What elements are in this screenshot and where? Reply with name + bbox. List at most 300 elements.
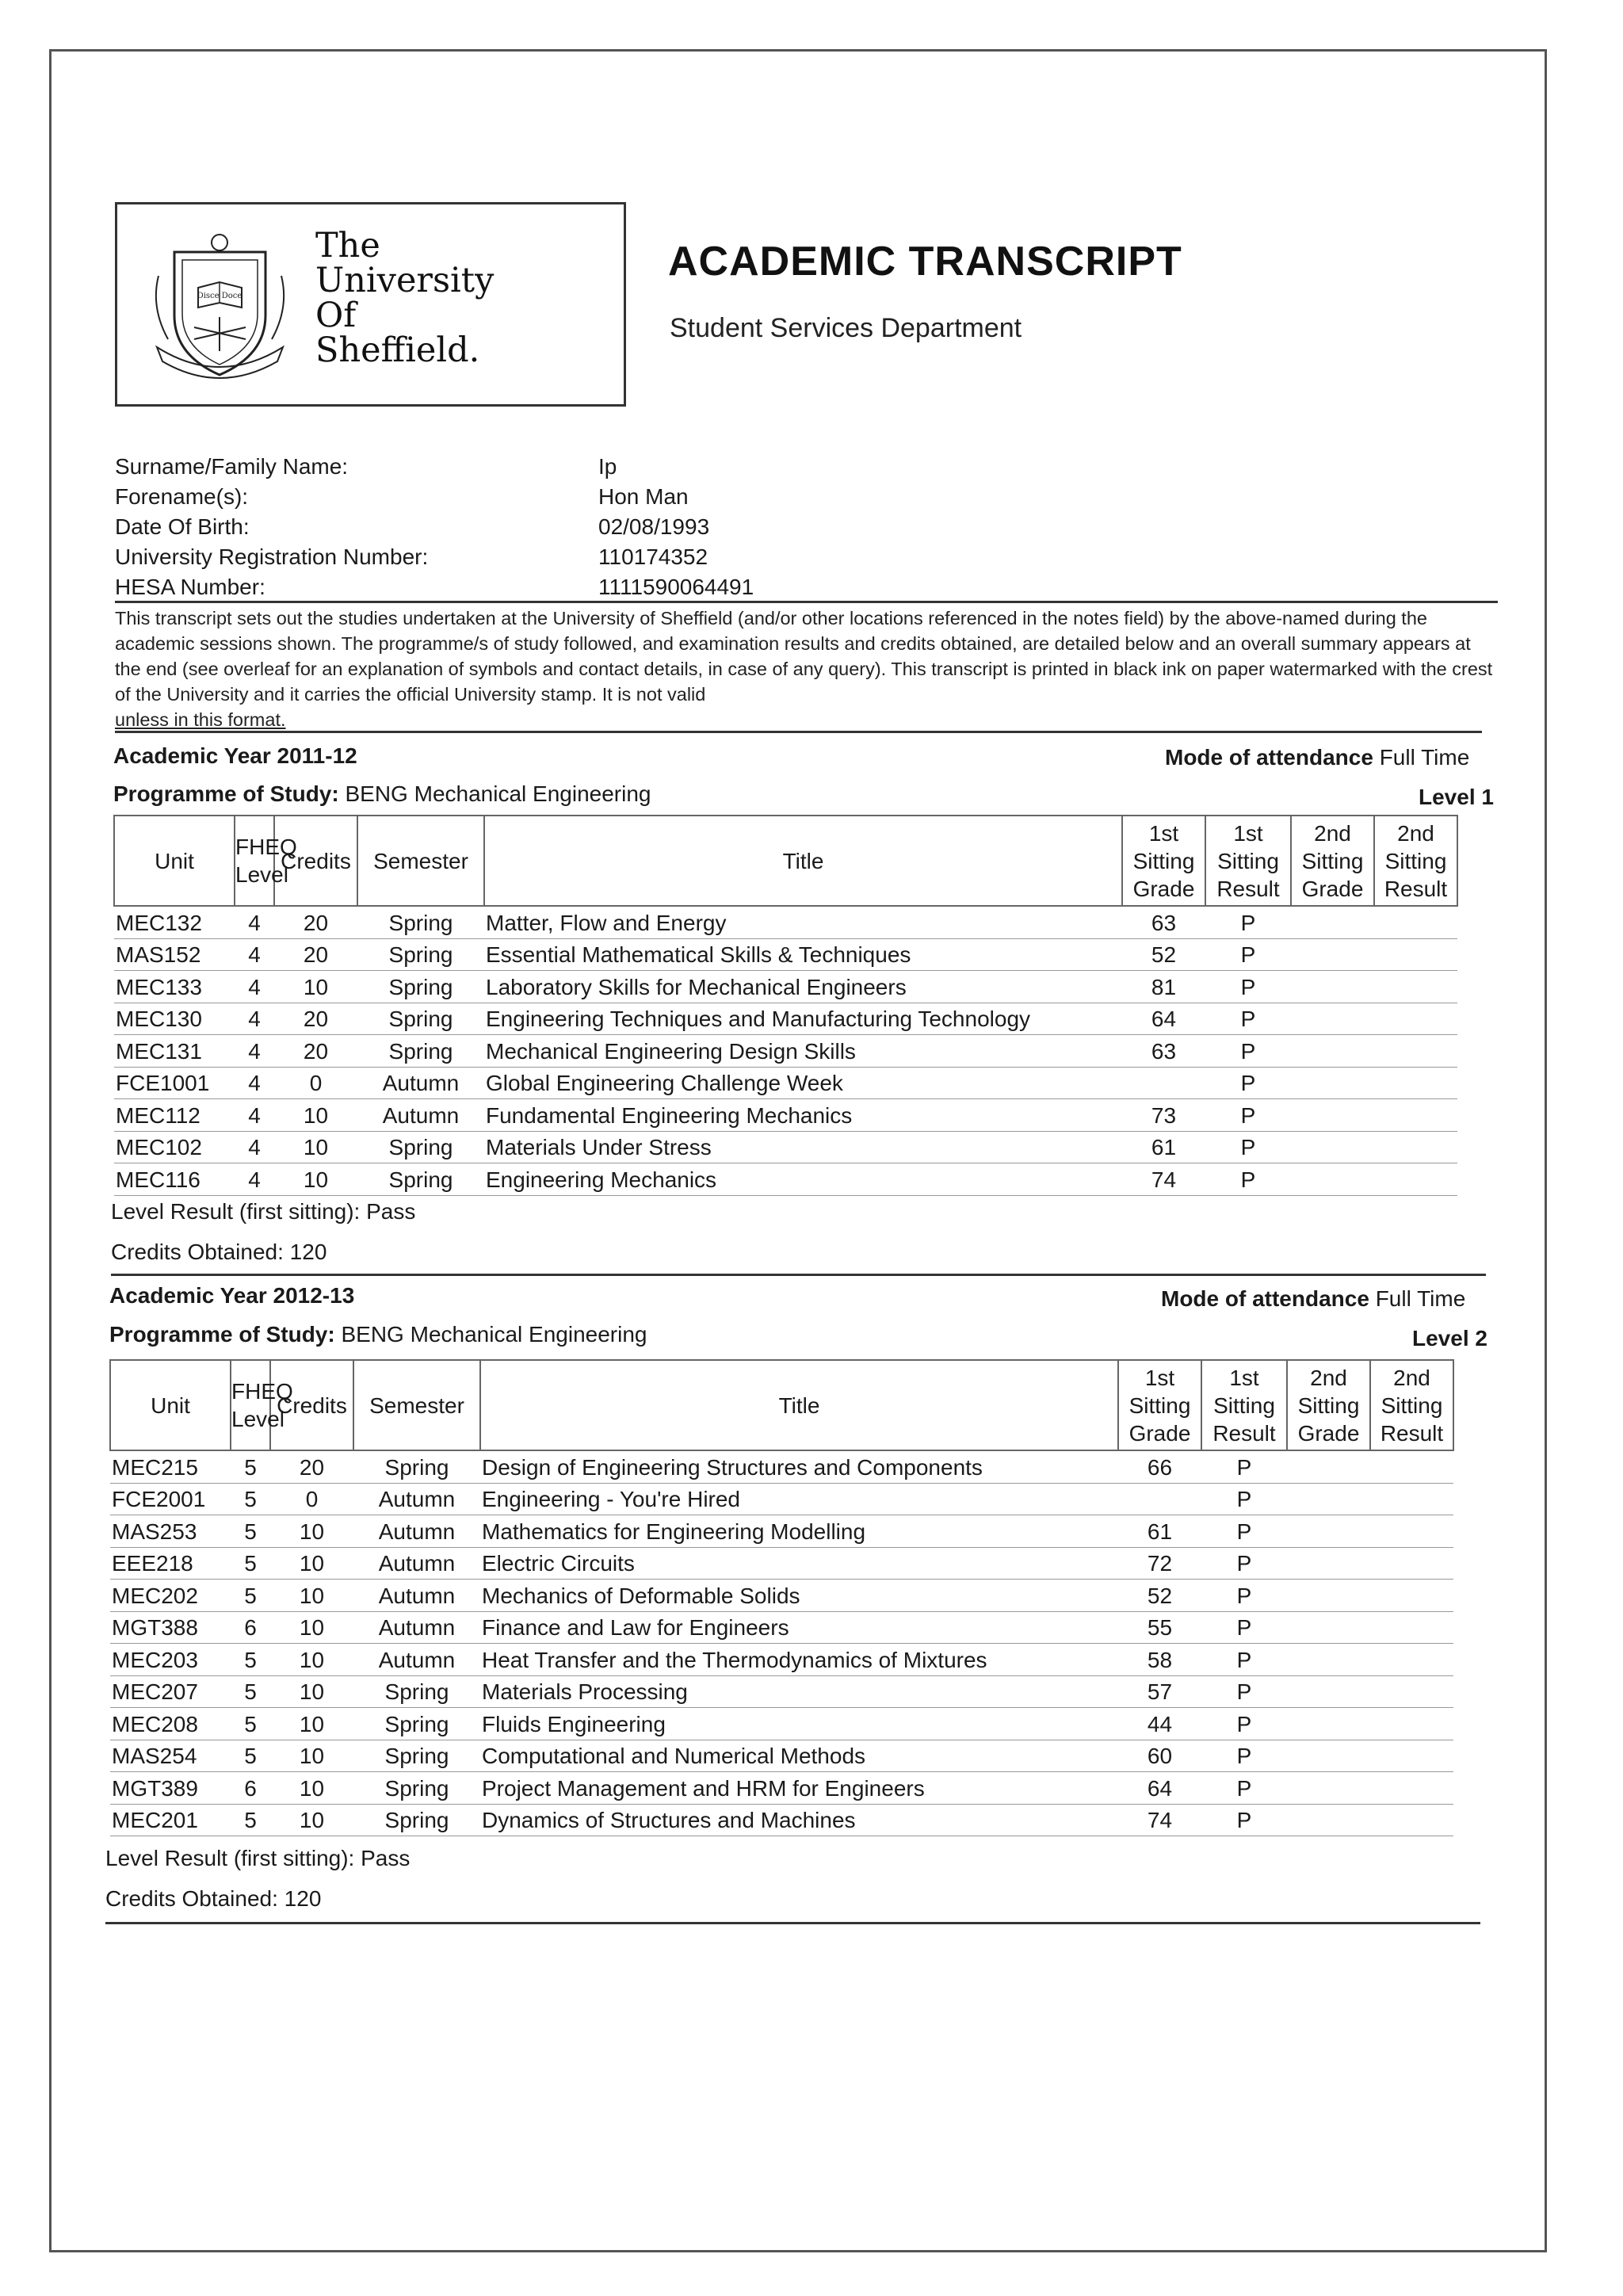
fheq-cell: 6 <box>231 1772 270 1805</box>
first-sitting-result-cell: P <box>1201 1547 1287 1580</box>
unit-cell: MGT389 <box>110 1772 231 1805</box>
first-sitting-result-cell: P <box>1205 1067 1291 1099</box>
table-row <box>110 1580 1489 1612</box>
credits-cell: 0 <box>274 1067 357 1099</box>
table-row <box>114 1035 1493 1068</box>
unit-cell: MEC131 <box>114 1035 235 1068</box>
first-sitting-grade-cell: 44 <box>1118 1708 1201 1740</box>
university-name <box>315 228 494 368</box>
row-spacer <box>1457 1099 1493 1132</box>
col-header-line: 2nd <box>1393 1365 1430 1390</box>
header-spacer <box>1453 1360 1489 1450</box>
title-cell: Global Engineering Challenge Week <box>484 1067 1122 1099</box>
first-sitting-grade-cell: 55 <box>1118 1611 1201 1644</box>
fheq-cell: 5 <box>231 1547 270 1580</box>
divider <box>111 1274 1486 1276</box>
first-sitting-result-cell: P <box>1201 1772 1287 1805</box>
second-sitting-grade-cell <box>1287 1675 1370 1708</box>
second-sitting-grade-cell <box>1291 1099 1374 1132</box>
semester-cell: Autumn <box>353 1580 480 1612</box>
first-sitting-grade-cell: 63 <box>1122 1035 1205 1068</box>
row-spacer <box>1453 1580 1489 1612</box>
mode-of-attendance <box>1165 745 1469 770</box>
col-header-line: 2nd <box>1397 820 1434 846</box>
first-sitting-grade-cell: 74 <box>1118 1804 1201 1836</box>
fheq-cell: 4 <box>235 1099 274 1132</box>
first-sitting-grade-cell: 73 <box>1122 1099 1205 1132</box>
semester-cell: Spring <box>353 1708 480 1740</box>
table-row <box>110 1611 1489 1644</box>
mode-value: Full Time <box>1375 1286 1466 1311</box>
second-sitting-grade-cell <box>1287 1547 1370 1580</box>
title-cell: Design of Engineering Structures and Components <box>480 1450 1118 1483</box>
credits-cell: 10 <box>270 1644 353 1676</box>
first-sitting-result-cell: P <box>1205 1131 1291 1163</box>
first-sitting-grade-cell: 52 <box>1122 938 1205 971</box>
credits-obtained: Credits Obtained: 120 <box>105 1886 322 1911</box>
detail-label: Date Of Birth: <box>115 514 250 539</box>
col-header-unit: Unit <box>110 1360 231 1450</box>
unit-cell: MEC215 <box>110 1450 231 1483</box>
second-sitting-result-cell <box>1370 1547 1453 1580</box>
unit-cell: MEC207 <box>110 1675 231 1708</box>
second-sitting-result-cell <box>1370 1644 1453 1676</box>
level-label: Level 1 <box>1419 785 1494 809</box>
unit-cell: MEC208 <box>110 1708 231 1740</box>
second-sitting-result-cell <box>1370 1450 1453 1483</box>
first-sitting-grade-cell: 57 <box>1118 1675 1201 1708</box>
second-sitting-result-cell <box>1370 1740 1453 1772</box>
programme-value: BENG Mechanical Engineering <box>341 1322 647 1347</box>
first-sitting-result-cell: P <box>1201 1708 1287 1740</box>
row-spacer <box>1453 1772 1489 1805</box>
table-row <box>114 938 1493 971</box>
credits-cell: 20 <box>274 906 357 938</box>
col-header-line: Grade <box>1128 1420 1191 1446</box>
unit-cell: MEC132 <box>114 906 235 938</box>
credits-cell: 10 <box>274 1131 357 1163</box>
title-cell: Engineering - You're Hired <box>480 1483 1118 1515</box>
second-sitting-result-cell <box>1374 1099 1457 1132</box>
first-sitting-result-cell: P <box>1205 906 1291 938</box>
second-sitting-grade-cell <box>1291 938 1374 971</box>
table-row <box>114 1099 1493 1132</box>
first-sitting-result-cell: P <box>1201 1450 1287 1483</box>
semester-cell: Autumn <box>357 1099 484 1132</box>
col-header-title: Title <box>484 816 1122 906</box>
programme-of-study <box>113 781 651 807</box>
second-sitting-grade-cell <box>1291 1003 1374 1035</box>
second-sitting-result-cell <box>1374 971 1457 1003</box>
university-name-line: Sheffield. <box>315 330 480 370</box>
second-sitting-result-cell <box>1370 1675 1453 1708</box>
credits-cell: 10 <box>270 1708 353 1740</box>
university-name-line: Of <box>315 296 357 335</box>
credits-cell: 10 <box>270 1675 353 1708</box>
mode-of-attendance <box>1161 1286 1465 1312</box>
first-sitting-result-cell: P <box>1205 1099 1291 1132</box>
first-sitting-result-cell: P <box>1201 1611 1287 1644</box>
table-row <box>110 1547 1489 1580</box>
table-row <box>114 1131 1493 1163</box>
col-header-line: 2nd <box>1310 1365 1347 1390</box>
second-sitting-grade-cell <box>1291 906 1374 938</box>
col-header-second-result <box>1370 1360 1453 1450</box>
col-header-fheq <box>231 1360 293 1450</box>
table-row <box>110 1772 1489 1805</box>
fheq-cell: 4 <box>235 1035 274 1068</box>
second-sitting-result-cell <box>1374 906 1457 938</box>
semester-cell: Spring <box>353 1772 480 1805</box>
fheq-cell: 5 <box>231 1740 270 1772</box>
results-table <box>113 815 1493 1196</box>
title-cell: Laboratory Skills for Mechanical Engineers <box>484 971 1122 1003</box>
semester-cell: Spring <box>357 971 484 1003</box>
title-cell: Computational and Numerical Methods <box>480 1740 1118 1772</box>
table-header-row <box>114 816 1493 906</box>
second-sitting-result-cell <box>1374 1067 1457 1099</box>
title-cell: Dynamics of Structures and Machines <box>480 1804 1118 1836</box>
divider <box>105 1922 1480 1924</box>
col-header-line: Result <box>1212 1420 1276 1446</box>
second-sitting-result-cell <box>1370 1708 1453 1740</box>
divider <box>115 601 1498 603</box>
second-sitting-grade-cell <box>1287 1515 1370 1548</box>
table-row <box>110 1483 1489 1515</box>
title-cell: Matter, Flow and Energy <box>484 906 1122 938</box>
programme-label: Programme of Study: <box>109 1322 335 1347</box>
row-spacer <box>1453 1644 1489 1676</box>
second-sitting-result-cell <box>1374 1131 1457 1163</box>
semester-cell: Spring <box>357 1131 484 1163</box>
col-header-first-grade <box>1122 816 1205 906</box>
fheq-cell: 4 <box>235 938 274 971</box>
col-header-credits: Credits <box>274 816 357 906</box>
divider <box>115 731 1482 733</box>
fheq-cell: 5 <box>231 1708 270 1740</box>
credits-cell: 10 <box>274 1099 357 1132</box>
second-sitting-grade-cell <box>1287 1611 1370 1644</box>
row-spacer <box>1453 1675 1489 1708</box>
unit-cell: MEC130 <box>114 1003 235 1035</box>
first-sitting-grade-cell: 64 <box>1122 1003 1205 1035</box>
col-header-line: Result <box>1380 1420 1444 1446</box>
table-row <box>114 1067 1493 1099</box>
table-row <box>114 906 1493 938</box>
second-sitting-result-cell <box>1370 1804 1453 1836</box>
col-header-line: Sitting <box>1301 848 1364 873</box>
col-header-line: Sitting <box>1213 1392 1275 1418</box>
row-spacer <box>1453 1740 1489 1772</box>
col-header-line: Grade <box>1132 876 1195 901</box>
first-sitting-result-cell: P <box>1205 1003 1291 1035</box>
credits-cell: 10 <box>274 971 357 1003</box>
unit-cell: MGT388 <box>110 1611 231 1644</box>
first-sitting-grade-cell: 72 <box>1118 1547 1201 1580</box>
semester-cell: Spring <box>357 1163 484 1196</box>
second-sitting-grade-cell <box>1287 1804 1370 1836</box>
semester-cell: Spring <box>357 1003 484 1035</box>
title-cell: Engineering Techniques and Manufacturing Technology <box>484 1003 1122 1035</box>
header-spacer <box>1457 816 1493 906</box>
row-spacer <box>1453 1611 1489 1644</box>
programme-value: BENG Mechanical Engineering <box>345 781 651 806</box>
credits-obtained: Credits Obtained: 120 <box>111 1240 327 1264</box>
second-sitting-result-cell <box>1370 1483 1453 1515</box>
col-header-title: Title <box>480 1360 1118 1450</box>
university-name-line: University <box>315 261 495 300</box>
programme-of-study <box>109 1322 647 1347</box>
second-sitting-result-cell <box>1370 1580 1453 1612</box>
mode-label: Mode of attendance <box>1161 1286 1369 1311</box>
semester-cell: Spring <box>357 1035 484 1068</box>
row-spacer <box>1457 1131 1493 1163</box>
col-header-line: Sitting <box>1217 848 1279 873</box>
results-body <box>114 906 1493 1195</box>
title-cell: Fluids Engineering <box>480 1708 1118 1740</box>
semester-cell: Autumn <box>353 1515 480 1548</box>
university-crest-icon <box>151 228 289 383</box>
academic-year-label: Academic Year 2011-12 <box>113 743 357 768</box>
fheq-cell: 4 <box>235 971 274 1003</box>
unit-cell: MAS254 <box>110 1740 231 1772</box>
fheq-cell: 4 <box>235 1067 274 1099</box>
col-header-line: Level <box>231 1407 285 1431</box>
col-header-line: 1st <box>1229 1365 1259 1390</box>
row-spacer <box>1457 906 1493 938</box>
second-sitting-grade-cell <box>1287 1483 1370 1515</box>
title-cell: Finance and Law for Engineers <box>480 1611 1118 1644</box>
fheq-cell: 5 <box>231 1580 270 1612</box>
second-sitting-grade-cell <box>1287 1644 1370 1676</box>
fheq-cell: 5 <box>231 1450 270 1483</box>
col-header-line: Grade <box>1297 1420 1360 1446</box>
crest-motto: Disce Doce <box>197 292 242 300</box>
credits-cell: 10 <box>270 1580 353 1612</box>
row-spacer <box>1457 1035 1493 1068</box>
fheq-cell: 5 <box>231 1675 270 1708</box>
programme-label: Programme of Study: <box>113 781 339 806</box>
unit-cell: MEC112 <box>114 1099 235 1132</box>
col-header-credits: Credits <box>270 1360 353 1450</box>
unit-cell: MEC201 <box>110 1804 231 1836</box>
second-sitting-grade-cell <box>1287 1740 1370 1772</box>
second-sitting-result-cell <box>1370 1611 1453 1644</box>
unit-cell: MEC202 <box>110 1580 231 1612</box>
second-sitting-grade-cell <box>1287 1772 1370 1805</box>
row-spacer <box>1453 1483 1489 1515</box>
table-row <box>114 1003 1493 1035</box>
col-header-unit: Unit <box>114 816 235 906</box>
detail-label: Surname/Family Name: <box>115 454 349 479</box>
unit-cell: MEC102 <box>114 1131 235 1163</box>
credits-cell: 10 <box>270 1804 353 1836</box>
first-sitting-result-cell: P <box>1201 1580 1287 1612</box>
fheq-cell: 5 <box>231 1644 270 1676</box>
detail-value: 02/08/1993 <box>598 514 710 539</box>
unit-cell: FCE1001 <box>114 1067 235 1099</box>
mode-value: Full Time <box>1379 745 1470 770</box>
unit-cell: MEC116 <box>114 1163 235 1196</box>
table-row <box>110 1515 1489 1548</box>
first-sitting-grade-cell: 58 <box>1118 1644 1201 1676</box>
title-cell: Engineering Mechanics <box>484 1163 1122 1196</box>
second-sitting-grade-cell <box>1291 1035 1374 1068</box>
col-header-line: FHEQ <box>235 835 297 859</box>
second-sitting-result-cell <box>1374 938 1457 971</box>
credits-cell: 20 <box>274 1035 357 1068</box>
row-spacer <box>1457 971 1493 1003</box>
first-sitting-result-cell: P <box>1205 971 1291 1003</box>
fheq-cell: 5 <box>231 1515 270 1548</box>
table-header-row <box>110 1360 1489 1450</box>
first-sitting-grade-cell <box>1118 1483 1201 1515</box>
col-header-line: FHEQ <box>231 1379 293 1404</box>
fheq-cell: 6 <box>231 1611 270 1644</box>
col-header-fheq <box>235 816 297 906</box>
title-cell: Mathematics for Engineering Modelling <box>480 1515 1118 1548</box>
col-header-line: Sitting <box>1384 848 1447 873</box>
credits-cell: 10 <box>270 1515 353 1548</box>
col-header-line: Sitting <box>1297 1392 1360 1418</box>
fheq-cell: 4 <box>235 1131 274 1163</box>
row-spacer <box>1453 1547 1489 1580</box>
second-sitting-grade-cell <box>1287 1708 1370 1740</box>
credits-cell: 10 <box>270 1611 353 1644</box>
first-sitting-grade-cell: 61 <box>1118 1515 1201 1548</box>
col-header-line: Sitting <box>1132 848 1195 873</box>
col-header-second-result <box>1374 816 1457 906</box>
col-header-line: 1st <box>1233 820 1263 846</box>
first-sitting-grade-cell <box>1122 1067 1205 1099</box>
fheq-cell: 4 <box>235 1163 274 1196</box>
semester-cell: Spring <box>353 1740 480 1772</box>
credits-cell: 0 <box>270 1483 353 1515</box>
first-sitting-result-cell: P <box>1205 1163 1291 1196</box>
title-cell: Fundamental Engineering Mechanics <box>484 1099 1122 1132</box>
semester-cell: Autumn <box>353 1611 480 1644</box>
title-cell: Mechanics of Deformable Solids <box>480 1580 1118 1612</box>
semester-cell: Autumn <box>353 1644 480 1676</box>
second-sitting-result-cell <box>1374 1163 1457 1196</box>
table-row <box>110 1804 1489 1836</box>
fheq-cell: 5 <box>231 1804 270 1836</box>
detail-value: Ip <box>598 454 617 479</box>
row-spacer <box>1453 1804 1489 1836</box>
col-header-line: Sitting <box>1381 1392 1443 1418</box>
col-header-first-result <box>1205 816 1291 906</box>
table-row <box>110 1450 1489 1483</box>
first-sitting-grade-cell: 66 <box>1118 1450 1201 1483</box>
col-header-line: Sitting <box>1128 1392 1191 1418</box>
university-name-line: The <box>315 226 380 266</box>
first-sitting-grade-cell: 74 <box>1122 1163 1205 1196</box>
detail-label: Forename(s): <box>115 484 249 509</box>
second-sitting-result-cell <box>1374 1003 1457 1035</box>
col-header-semester: Semester <box>353 1360 480 1450</box>
semester-cell: Spring <box>357 938 484 971</box>
second-sitting-result-cell <box>1370 1772 1453 1805</box>
title-cell: Project Management and HRM for Engineers <box>480 1772 1118 1805</box>
unit-cell: MEC133 <box>114 971 235 1003</box>
col-header-line: Level <box>235 862 288 887</box>
document-title: ACADEMIC TRANSCRIPT <box>668 239 1182 285</box>
row-spacer <box>1457 938 1493 971</box>
detail-value: 110174352 <box>598 544 708 569</box>
unit-cell: FCE2001 <box>110 1483 231 1515</box>
credits-cell: 10 <box>270 1547 353 1580</box>
row-spacer <box>1453 1708 1489 1740</box>
unit-cell: MAS253 <box>110 1515 231 1548</box>
unit-cell: EEE218 <box>110 1547 231 1580</box>
col-header-second-grade <box>1291 816 1374 906</box>
first-sitting-grade-cell: 52 <box>1118 1580 1201 1612</box>
first-sitting-grade-cell: 64 <box>1118 1772 1201 1805</box>
col-header-line: Result <box>1384 876 1448 901</box>
col-header-semester: Semester <box>357 816 484 906</box>
table-row <box>110 1708 1489 1740</box>
col-header-line: Grade <box>1301 876 1364 901</box>
first-sitting-result-cell: P <box>1201 1483 1287 1515</box>
fheq-cell: 4 <box>235 1003 274 1035</box>
credits-cell: 10 <box>270 1772 353 1805</box>
semester-cell: Spring <box>353 1450 480 1483</box>
title-cell: Electric Circuits <box>480 1547 1118 1580</box>
university-logo-box <box>115 202 626 407</box>
transcript-notice <box>115 606 1498 732</box>
first-sitting-result-cell: P <box>1205 938 1291 971</box>
col-header-line: 1st <box>1148 820 1179 846</box>
row-spacer <box>1457 1163 1493 1196</box>
first-sitting-result-cell: P <box>1201 1675 1287 1708</box>
first-sitting-result-cell: P <box>1205 1035 1291 1068</box>
row-spacer <box>1457 1067 1493 1099</box>
credits-cell: 10 <box>270 1740 353 1772</box>
col-header-first-grade <box>1118 1360 1201 1450</box>
row-spacer <box>1453 1515 1489 1548</box>
second-sitting-result-cell <box>1374 1035 1457 1068</box>
second-sitting-grade-cell <box>1287 1450 1370 1483</box>
first-sitting-grade-cell: 60 <box>1118 1740 1201 1772</box>
second-sitting-result-cell <box>1370 1515 1453 1548</box>
second-sitting-grade-cell <box>1291 1067 1374 1099</box>
second-sitting-grade-cell <box>1291 971 1374 1003</box>
first-sitting-result-cell: P <box>1201 1740 1287 1772</box>
credits-cell: 20 <box>274 1003 357 1035</box>
credits-cell: 20 <box>274 938 357 971</box>
col-header-line: Result <box>1216 876 1280 901</box>
semester-cell: Spring <box>353 1804 480 1836</box>
detail-label: University Registration Number: <box>115 544 429 569</box>
first-sitting-grade-cell: 63 <box>1122 906 1205 938</box>
semester-cell: Autumn <box>353 1483 480 1515</box>
semester-cell: Autumn <box>353 1547 480 1580</box>
department-name: Student Services Department <box>670 313 1022 343</box>
row-spacer <box>1457 1003 1493 1035</box>
mode-label: Mode of attendance <box>1165 745 1373 770</box>
academic-year-label: Academic Year 2012-13 <box>109 1283 355 1308</box>
first-sitting-grade-cell: 81 <box>1122 971 1205 1003</box>
first-sitting-result-cell: P <box>1201 1515 1287 1548</box>
table-row <box>110 1740 1489 1772</box>
title-cell: Mechanical Engineering Design Skills <box>484 1035 1122 1068</box>
col-header-second-grade <box>1287 1360 1370 1450</box>
level-result: Level Result (first sitting): Pass <box>105 1846 411 1870</box>
title-cell: Materials Processing <box>480 1675 1118 1708</box>
second-sitting-grade-cell <box>1291 1163 1374 1196</box>
unit-cell: MEC203 <box>110 1644 231 1676</box>
table-row <box>110 1644 1489 1676</box>
